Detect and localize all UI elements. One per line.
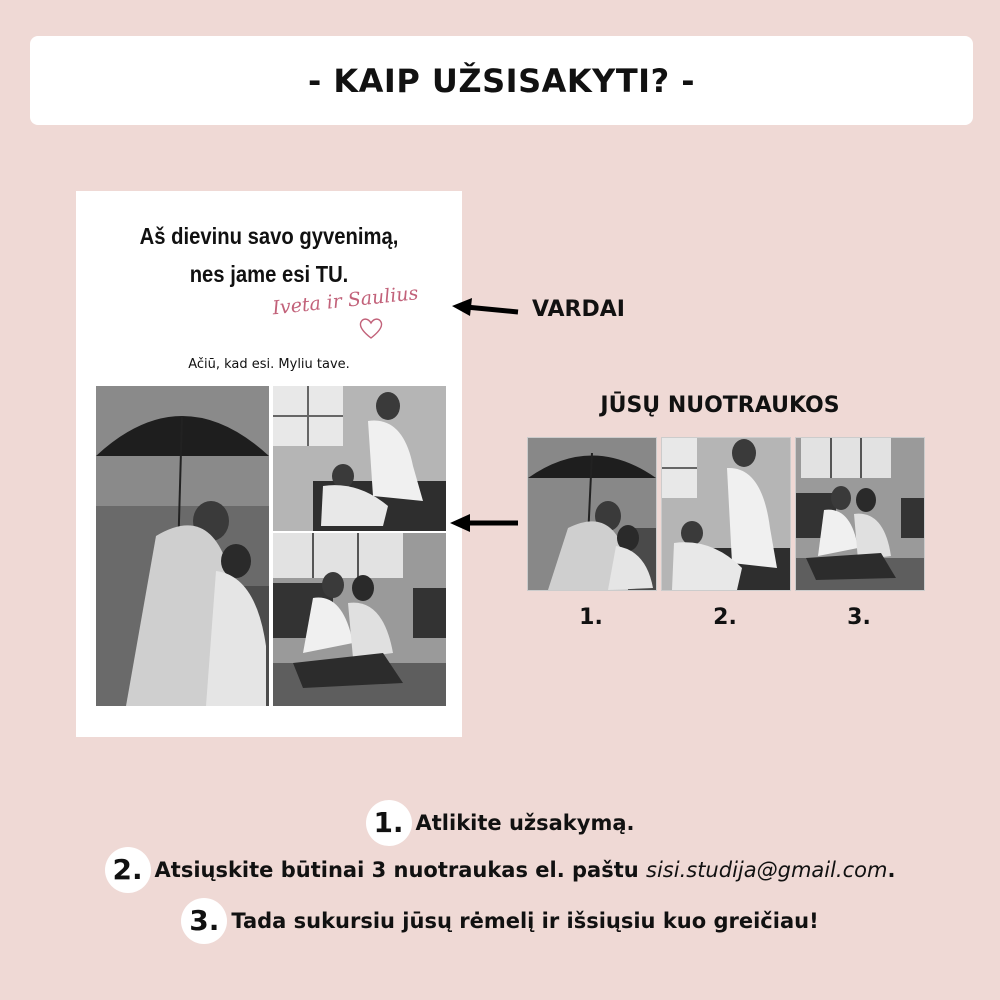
- step-1: [0, 800, 1000, 846]
- page-title: - KAIP UŽSISAKYTI? -: [307, 61, 696, 100]
- names-label: VARDAI: [532, 297, 625, 322]
- email-address: sisi.studija@gmail.com: [646, 858, 888, 882]
- poster-quote: [99, 217, 439, 293]
- step-text-3: Tada sukursiu jūsų rėmelį ir išsiųsiu kuo greičiau!: [231, 909, 819, 933]
- poster-names: Iveta ir Saulius: [271, 282, 420, 320]
- poster-thanks: Ačiū, kad esi. Myliu tave.: [188, 357, 350, 372]
- poster-photo-floor: [273, 533, 446, 706]
- photo-thumbnail-1: [527, 437, 657, 591]
- step-badge-2: 2.: [105, 847, 151, 893]
- photo-thumbnail-2: [661, 437, 791, 591]
- poster-photo-sofa: [273, 386, 446, 531]
- step-text-2: Atsiųskite būtinai 3 nuotraukas el. paštu: [154, 858, 647, 882]
- photo-thumbnail-3: [795, 437, 925, 591]
- thumbnail-number-1: 1.: [579, 605, 603, 630]
- thumbnail-number-2: 2.: [713, 605, 737, 630]
- thumbnail-number-3: 3.: [847, 605, 871, 630]
- step-text-2-suffix: .: [887, 858, 896, 882]
- poster-photo-umbrella: [96, 386, 269, 706]
- step-badge-1: 1.: [366, 800, 412, 846]
- poster-quote-line-1: Aš dievinu savo gyvenimą,: [139, 223, 399, 249]
- header-bar: [30, 36, 973, 125]
- poster-quote-line-2: nes jame esi TU.: [189, 261, 349, 287]
- step-badge-3: 3.: [181, 898, 227, 944]
- step-text-1: Atlikite užsakymą.: [415, 811, 635, 835]
- photos-title: JŪSŲ NUOTRAUKOS: [600, 393, 840, 418]
- step-3: [0, 898, 1000, 944]
- arrow-left-icon: [452, 296, 520, 324]
- heart-icon: [358, 316, 384, 340]
- step-2: [0, 847, 1000, 893]
- poster-preview: [76, 191, 462, 737]
- arrow-left-icon: [450, 510, 520, 536]
